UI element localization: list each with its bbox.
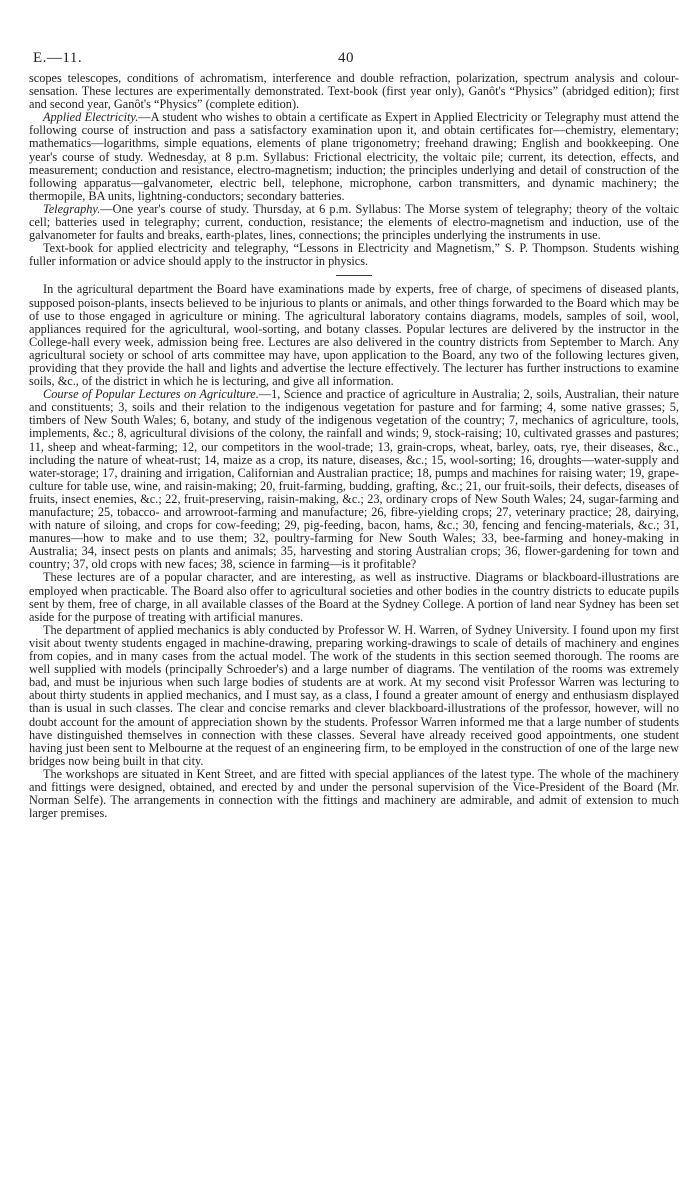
paragraph-popular-lectures	[29, 388, 679, 571]
applied-electricity-text: —A student who wishes to obtain a certificate as Expert in Applied Electricity or Telegraphy must attend the following course of instruction and pass a satisfactory examination upon it, and obtain certificates for—chemistry, elementary; mathematics—logarithms, simple equations, elements of plane trigonometry; freehand drawing; English and bookkeeping. One year's course of study. Wednesday, at 8 p.m. Syllabus: Frictional electricity, the voltaic pile; current, its detection, effects, and measurement; conduction and resistance, electro-magnetism; induction; the principles underlying and detail of construction of the following apparatus—galvanometer, electric bell, telephone, microphone, carbon transmitters, and dynamic machinery; the thermopile, BA units, lightning-conductors; secondary batteries.	[29, 110, 679, 203]
section-divider	[336, 275, 372, 276]
applied-electricity-heading: Applied Electricity.	[43, 110, 139, 125]
popular-lectures-text: —1, Science and practice of agriculture in Australia; 2, soils, Australian, their nature and constituents; 3, soils and their relation to the indigenous vegetation for pasture and for farming; 4, some native grasses; 5, timbers of New South Wales; 6, botany, and study of the indigenous vegetation of the country; 7, mechanics of agriculture, tools, implements, &c.; 8, agricultural divisions of the colony, the rainfall and winds; 9, stock-raising; 10, cultivated grasses and pastures; 11, sheep and wheat-farming; 12, our competitors in the wool-trade; 13, grain-crops, wheat, barley, oats, rye, their diseases, &c., including the nature of wheat-rust; 14, maize as a crop, its nature, diseases, &c.; 15, wool-sorting; 16, droughts—water-supply and water-storage; 17, draining and irrigation, Californian and Australian practice; 18, pumps and machines for raising water; 19, grape-culture for table use, wine, and raisin-making; 20, fruit-farming, budding, grafting, &c.; 21, our fruit-soils, their defects, diseases of fruits, insect enemies, &c.; 22, fruit-preserving, raisin-making, &c.; 23, ordinary crops of New South Wales; 24, sugar-farming and manufacture; 25, tobacco- and arrowroot-farming and manufacture; 26, fibre-yielding crops; 27, veterinary practice; 28, dairying, with nature of siloing, and crops for cow-feeding; 29, pig-feeding, bacon, hams, &c.; 30, fencing and fencing-materials, &c.; 31, manures—how to make and to use them; 32, poultry-farming for New South Wales; 33, bee-farming and honey-making in Australia; 34, insect pests on plants and animals; 35, harvesting and storing Australian crops; 36, flower-gardening for town and country; 37, old crops with new faces; 38, science in farming—is it profitable?	[29, 387, 679, 572]
document-page	[29, 50, 679, 820]
paragraph-physics-continued: scopes telescopes, conditions of achromatism, interference and double refraction, polarization, spectrum analysis and colour-sensation. These lectures are experimentally demonstrated. Text-book (first year only), Ganôt's “Physics” (abridged edition); first and second year, Ganôt's “Physics” (complete edition).	[29, 71, 679, 112]
paragraph-applied-mechanics: The department of applied mechanics is ably conducted by Professor W. H. Warren, of Sydney University. I found upon my first visit about twenty students engaged in machine-drawing, preparing working-drawings to scale of details of machinery and engines from copies, and in many cases from the actual model. The work of the students in this section seemed thorough. The rooms are well supplied with models (principally Schroeder's) and a large number of diagrams. The ventilation of the rooms was extremely bad, and must be injurious when such large bodies of students are at work. At my second visit Professor Warren was lecturing to about thirty students in applied mechanics, and I must say, as a class, I found a greater amount of energy and enthusiasm displayed than is usual in such classes. The clear and concise remarks and clever blackboard-illustrations of the professor, however, will no doubt account for the amount of appreciation shown by the students. Professor Warren informed me that a large number of students have distinguished themselves in connection with these classes. Several have already received good appointments, one student having just been sent to Melbourne at the request of an engineering firm, to be employed in the construction of one of the large new bridges now being built in that city.	[29, 622, 679, 768]
page-body	[29, 72, 679, 820]
paragraph-textbook: Text-book for applied electricity and telegraphy, “Lessons in Electricity and Magnetism,” S. P. Thompson. Students wishing fuller information or advice should apply to the instructor in physics.	[29, 241, 679, 269]
page-header	[29, 50, 679, 72]
popular-lectures-heading: Course of Popular Lectures on Agriculture.	[43, 387, 259, 402]
paragraph-telegraphy	[29, 203, 679, 242]
paragraph-applied-electricity	[29, 111, 679, 203]
telegraphy-heading: Telegraphy.	[43, 201, 101, 216]
paragraph-workshops: The workshops are situated in Kent Street, and are fitted with special appliances of the latest type. The whole of the machinery and fittings were designed, obtained, and erected by and under the personal supervision of the Vice-President of the Board (Mr. Norman Selfe). The arrangements in connection with the fittings and machinery are admirable, and admit of extension to much larger premises.	[29, 766, 679, 821]
paragraph-agricultural-department: In the agricultural department the Board have examinations made by experts, free of charge, of specimens of diseased plants, supposed poison-plants, insects believed to be injurious to plants or animals, and other things forwarded to the Board which may be of use to those engaged in agriculture or mining. The agricultural laboratory contains diagrams, models, samples of soil, wool, appliances required for the agricultural, wool-sorting, and botany classes. Popular lectures are delivered by the instructor in the College-hall every week, admission being free. Lectures are also delivered in the country districts from September to March. Any agricultural society or school of arts committee may have, upon application to the Board, any two of the following lectures given, providing that they provide the hall and lights and advertise the lecture effectively. The lecturer has further instructions to examine soils, &c., of the district in which he is lecturing, and give all information.	[29, 282, 679, 389]
report-reference: E.—11.	[33, 50, 83, 66]
page-number: 40	[338, 50, 354, 66]
paragraph-lectures-character: These lectures are of a popular character, and are interesting, as well as instructive. Diagrams or blackboard-illustrations are employed when practicable. The Board also offer to agricultural societies and other bodies in the country districts to educate pupils sent by them, free of charge, in all available classes of the Board at the Sydney College. A portion of land near Sydney has been set aside for the purpose of treating with artificial manures.	[29, 570, 679, 624]
telegraphy-text: —One year's course of study. Thursday, at 6 p.m. Syllabus: The Morse system of telegraphy; theory of the voltaic cell; batteries used in telegraphy; current, conduction, resistance; the elements of electro-magnetism and induction, use of the galvanometer for faults and breaks, earth-plates, lines, connections; the principles underlying the instruments in use.	[29, 201, 679, 243]
